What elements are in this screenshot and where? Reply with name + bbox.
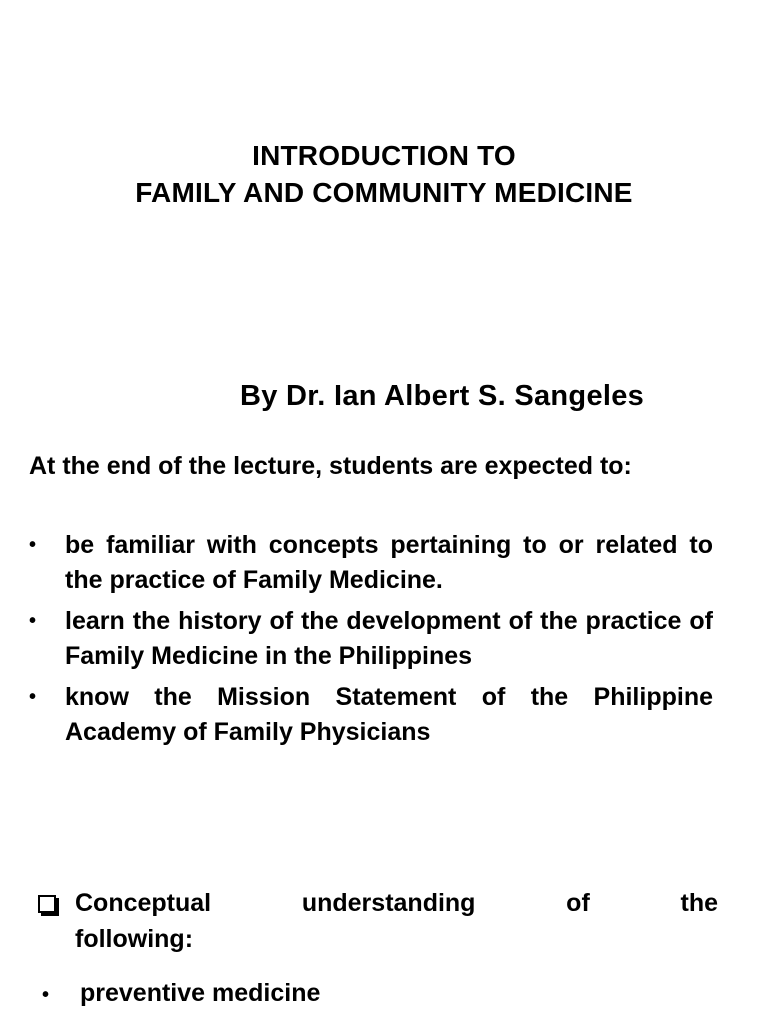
bullet-icon: • <box>42 984 50 1006</box>
objective-item <box>29 680 713 749</box>
title-line-1: INTRODUCTION TO <box>252 140 516 171</box>
sub-item-text: preventive medicine <box>80 979 321 1007</box>
objective-text: know the Mission Statement of the Philippine Academy of Family Physicians <box>65 683 713 746</box>
bullet-icon: • <box>29 610 37 632</box>
concept-line-1 <box>75 885 718 921</box>
concept-word: of <box>566 889 590 917</box>
concept-word: the <box>680 889 718 917</box>
author-line: By Dr. Ian Albert S. Sangeles <box>240 380 645 412</box>
objective-item <box>29 528 713 597</box>
bullet-icon: • <box>29 534 37 556</box>
sub-item <box>42 976 320 1012</box>
slide-title <box>0 137 768 211</box>
objective-text: learn the history of the development of the practice of Family Medicine in the Philippines <box>65 607 713 670</box>
bullet-icon: • <box>29 686 37 708</box>
objectives-intro: At the end of the lecture, students are expected to: <box>29 452 632 480</box>
concept-text <box>38 885 718 957</box>
concept-word: understanding <box>301 889 476 917</box>
concept-line-2: following: <box>75 925 194 953</box>
objective-item <box>29 604 713 673</box>
concept-word: Conceptual <box>75 889 212 917</box>
checkbox-bullet-icon <box>38 895 56 913</box>
objectives-list <box>29 528 713 756</box>
title-line-2: FAMILY AND COMMUNITY MEDICINE <box>135 177 633 208</box>
objective-text: be familiar with concepts pertaining to or related to the practice of Family Medicine. <box>65 531 713 594</box>
concept-heading <box>38 885 718 957</box>
